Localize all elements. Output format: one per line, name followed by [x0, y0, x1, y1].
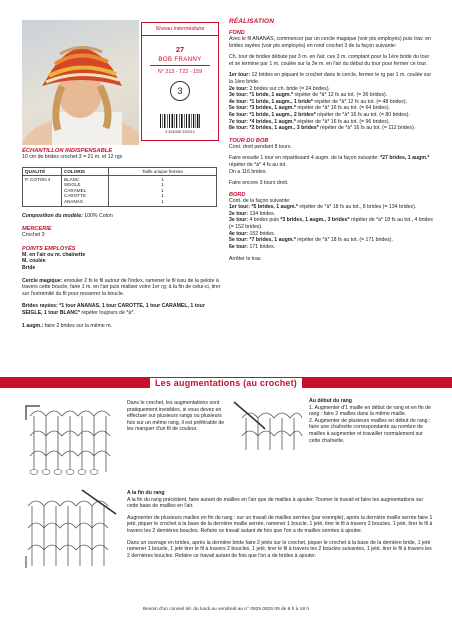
mercerie-text: Crochet 3 [22, 232, 45, 239]
round-label: 3e tour: *1 bride, 1 augm.* [229, 92, 293, 99]
round-text: répéter de *à* 16 fs au tot. (= 112 brides). [318, 125, 416, 132]
composition-label: Composition du modèle: [22, 212, 83, 219]
composition-value: 100% Coton [82, 212, 113, 219]
tour-increase-text: Faire ensuite 1 tour en répartissant 4 augm. de la façon suivante: [229, 155, 381, 162]
tour-straight: Cont. droit pendant 8 tours. [229, 143, 292, 150]
round-text: 171 brides. [248, 243, 276, 250]
diagram-row-start-2 [232, 396, 304, 454]
round-text: 152 brides. [248, 230, 276, 237]
augmentations-title-wrap [0, 373, 452, 391]
card-divider [150, 65, 210, 66]
table-row [23, 175, 217, 206]
debut-title: Au début du rang [309, 398, 352, 404]
round-text: 134 brides. [248, 210, 276, 217]
color-name: BLANC [64, 176, 80, 182]
round-label: *3 brides, 1 augm., 3 brides* [280, 217, 350, 224]
round-line [229, 112, 433, 119]
round-text: 12 brides en piquant le crochet dans le cercle, fermer le rg par 1 m. coulée sur la 1ère bride. [229, 72, 432, 85]
round-line [229, 125, 433, 132]
footer-helpline: Besoin d'un conseil tél. du lundi au vendredi au n° 0825 0825 09 de 9 h à 18 h [142, 607, 310, 612]
realisation-title: RÉALISATION [229, 18, 275, 25]
round-line [229, 72, 433, 85]
round-line [229, 119, 433, 126]
round-text: répéter de *à* 12 fs au tot. (= 36 brides). [293, 92, 388, 99]
fin-paragraph-2: Augmenter de plusieurs mailles en fin de rang : sur un travail de mailles serrées (par exemple), après la dernière maille serrée faire 1 jeté, piquer le crochet à la base de la dernière maille serrée, ramener 1 boucle, 1 jeté, tirer le fil à travers 2 boucles, 1 jeté, tirer le fil à travers les 2 dernières boucles. Refaire ce travail autant de fois que l'on a de mailles serrées à ajouter. [127, 514, 433, 534]
difficulty-badge: 3 [170, 81, 190, 101]
round-text: 4 brides puis [248, 217, 281, 224]
quantity-value: 1 [161, 198, 164, 204]
tour-title: TOUR DU BOB [229, 137, 269, 144]
round-text: répéter de *à* 12 fs au tot. (= 48 brides). [312, 98, 408, 105]
crochet-hook-start-illustration [232, 396, 304, 454]
crochet-increase-start-illustration [24, 402, 116, 482]
fin-block [127, 490, 433, 564]
quantity-value: 1 [161, 182, 164, 188]
pattern-reference: N° 213 - T22 - 159 [157, 69, 203, 75]
composition-line [22, 213, 222, 220]
round-label: 2e tour: [229, 85, 249, 92]
brides-paragraph [22, 303, 222, 316]
round-label: 2e tour: [229, 210, 249, 217]
table-header: QUALITÉ [23, 167, 62, 175]
round-label: 8e tour: *2 brides, 1 augm., 3 brides* [229, 125, 319, 132]
cercle-paragraph [22, 278, 222, 298]
crochet-increase-end-illustration [22, 486, 120, 574]
table-header-row [23, 167, 217, 175]
diagram-row-end [22, 486, 120, 574]
points-title: POINTS EMPLOYÉS [22, 245, 76, 252]
augmentations-title: Les augmentations (au crochet) [150, 378, 302, 388]
pattern-card [141, 22, 219, 141]
mercerie-title: MERCERIE [22, 226, 52, 233]
fond-title: FOND [229, 30, 245, 36]
round-text: 2 brides sur ch. bride (= 24 brides). [248, 85, 331, 92]
fond-rounds [229, 72, 433, 131]
bord-rounds [229, 204, 433, 250]
fin-title: A la fin du rang [127, 490, 165, 496]
arreter-text: Arrêter le trav. [229, 256, 262, 263]
tour-increase-total: On a 116 brides. [229, 168, 267, 175]
round-label: 6e tour: *1 bride, 1 augm., 2 brides* [229, 111, 316, 118]
cercle-text: enrouler 2 fs le fil autour de l'index, ramener le fil issu de la pelote à travers cette boucle, faire 1 m. en l'air puis réaliser votre 1er rg; à la fin de celui-ci, tirer sur l'extrémité du fil pour resserrer la boucle. [22, 277, 221, 297]
right-column [229, 18, 433, 263]
quantity-value: 1 [161, 187, 164, 193]
table-cell-colors [62, 175, 109, 206]
point-item: M. en l'air ou m. chaînette [22, 251, 86, 258]
round-line [229, 211, 433, 218]
round-text: répéter de *à* 18 fs au tot., 4 brides (= 152 brides). [229, 217, 433, 231]
debut-step-2: 2. Augmenter de plusieurs mailles en début de rang : faire une chaînette correspondante au nombre de mailles à augmenter et travailler normalement sur cette chaînette. [309, 417, 431, 444]
round-label: 5e tour: *7 brides, 1 augm.* [229, 237, 296, 244]
debut-step-1: 1. Augmenter d'1 maille en début de rang et en fin de rang : faire 2 mailles dans la même maille. [309, 404, 431, 418]
round-label: 4e tour: *1 bride, 1 augm., 1 bride* [229, 98, 313, 105]
echantillon-title: ÉCHANTILLON INDISPENSABLE [22, 148, 113, 154]
round-line [229, 231, 433, 238]
fin-paragraph-3: Dans un ouvrage en brides, après la dernière bride faire 2 jetés sur le crochet, piquer le crochet à la base de la dernière bride, 1 jeté ramener 1 boucle, 1 jeté tirer le fil à travers 2 boucles, 1 jeté, tirer le fil à travers les 2 boucles suivantes, 1 jeté, tirer le fil à travers les 2 dernières boucles. Refaire ce travail autant de fois que l'on a de brides à ajouter. [127, 539, 432, 559]
round-line [229, 237, 433, 244]
table-header: COLORIS [62, 167, 109, 175]
table-cell-quality: P. COTON 4 [23, 175, 62, 206]
color-name: SEIGLE [64, 182, 81, 188]
round-line [229, 217, 433, 230]
color-name: CARAMEL [64, 187, 87, 193]
pattern-number: 27 [175, 45, 185, 54]
color-name: CAROTTE [64, 193, 86, 199]
round-label: 6e tour: [229, 243, 249, 250]
table-header: Taille unique femme [109, 167, 217, 175]
round-label: 5e tour: *3 brides, 1 augm.* [229, 105, 296, 112]
quantity-value: 1 [161, 176, 164, 182]
round-text: répéter de *à* 16 fs au tot. (= 64 brides). [295, 105, 391, 112]
round-line [229, 99, 433, 106]
left-column [22, 148, 222, 329]
round-line [229, 92, 433, 99]
round-text: répéter de *à* 16 fs au tot. (= 96 brides). [295, 118, 391, 125]
round-label: 3e tour: [229, 217, 249, 224]
point-item: M. coulée [22, 258, 46, 265]
quantity-value: 1 [161, 193, 164, 199]
tour-more: Faire encore 3 tours droit. [229, 180, 289, 187]
augment-intro: Dans le crochet, les augmentations sont pratiquement invisibles, si vous devez en effectuer sur plusieurs rangs ou plusieurs fois sur un même rang, il est préférable de les marquer d'un fil de couleur. [127, 400, 225, 433]
cercle-label: Cercle magique: [22, 277, 63, 284]
point-item: Bride [22, 264, 36, 271]
barcode-icon [160, 114, 200, 128]
round-line [229, 244, 433, 251]
diagram-row-start [24, 402, 116, 482]
round-text: répéter de *à* 18 fs au tot., 8 brides (= 134 brides). [297, 204, 417, 211]
level-label: Niveau Intermédiaire [142, 23, 218, 36]
round-label: 7e tour: *4 brides, 1 augm.* [229, 118, 296, 125]
round-text: répéter de *à* 16 fs au tot. (= 80 brides). [315, 111, 410, 118]
debut-block [309, 398, 433, 444]
augm-label: 1 augm.: [22, 322, 44, 329]
table-cell-quantities [109, 175, 217, 206]
barcode-number: 3 465358 333012 [165, 130, 195, 134]
bord-title: BORD [229, 191, 246, 198]
materials-table [22, 167, 217, 207]
tour-increase-bold: *27 brides, 1 augm.* [380, 155, 430, 162]
brides-text: répéter toujours de *à*. [79, 309, 135, 316]
augm-paragraph [22, 323, 222, 330]
model-photo [22, 20, 139, 145]
round-label: 4e tour: [229, 230, 249, 237]
round-line [229, 105, 433, 112]
fond-rules: Ch. tour de brides débute par 3 m. en l'air, ces 3 m. comptant pour la 1ère bride du tour et se termine par 1 m. coulée sur la 3e m. en l'air du début du tour pour fermer ce tour. [229, 54, 430, 67]
round-line [229, 86, 433, 93]
round-label: 1er tour: [229, 72, 251, 79]
echantillon-text: 10 cm de brides crochet 3 = 21 m. et 12 rgs [22, 154, 123, 160]
round-text: répéter de *à* 18 fs au tot. (= 171 brides). [295, 237, 393, 244]
brides-label: Brides rayées: *1 tour ANANAS, 1 tour CAROTTE, 1 tour CARAMEL, 1 tour SEIGLE, 1 tour BLANC* [22, 303, 205, 316]
tour-increase [229, 155, 433, 175]
tour-increase-repeat: répéter de *à* 4 fs au tot. [229, 161, 287, 168]
model-photo-illustration [22, 20, 139, 145]
round-label: 1er tour: *5 brides, 1 augm.* [229, 204, 298, 211]
bord-intro: Cont. de la façon suivante: [229, 197, 291, 204]
fond-intro: Avec le fil ANANAS, commencer par un cercle magique (voir pts employés) puis trav. en brides rayées (voir pts employés) en rond crochet 3 de la façon suivante: [229, 36, 431, 49]
augm-text: faire 2 brides sur la même m. [43, 322, 112, 329]
fin-paragraph-1: A la fin du rang précédent, faire autant de mailles en l'air que de mailles à ajouter. Tourner le travail et faire les augmentations sur cette base de mailles en l'air. [127, 496, 424, 510]
round-line [229, 204, 433, 211]
color-name: ANANAS [64, 198, 83, 204]
pattern-name: BOB FRANNY [158, 56, 202, 63]
